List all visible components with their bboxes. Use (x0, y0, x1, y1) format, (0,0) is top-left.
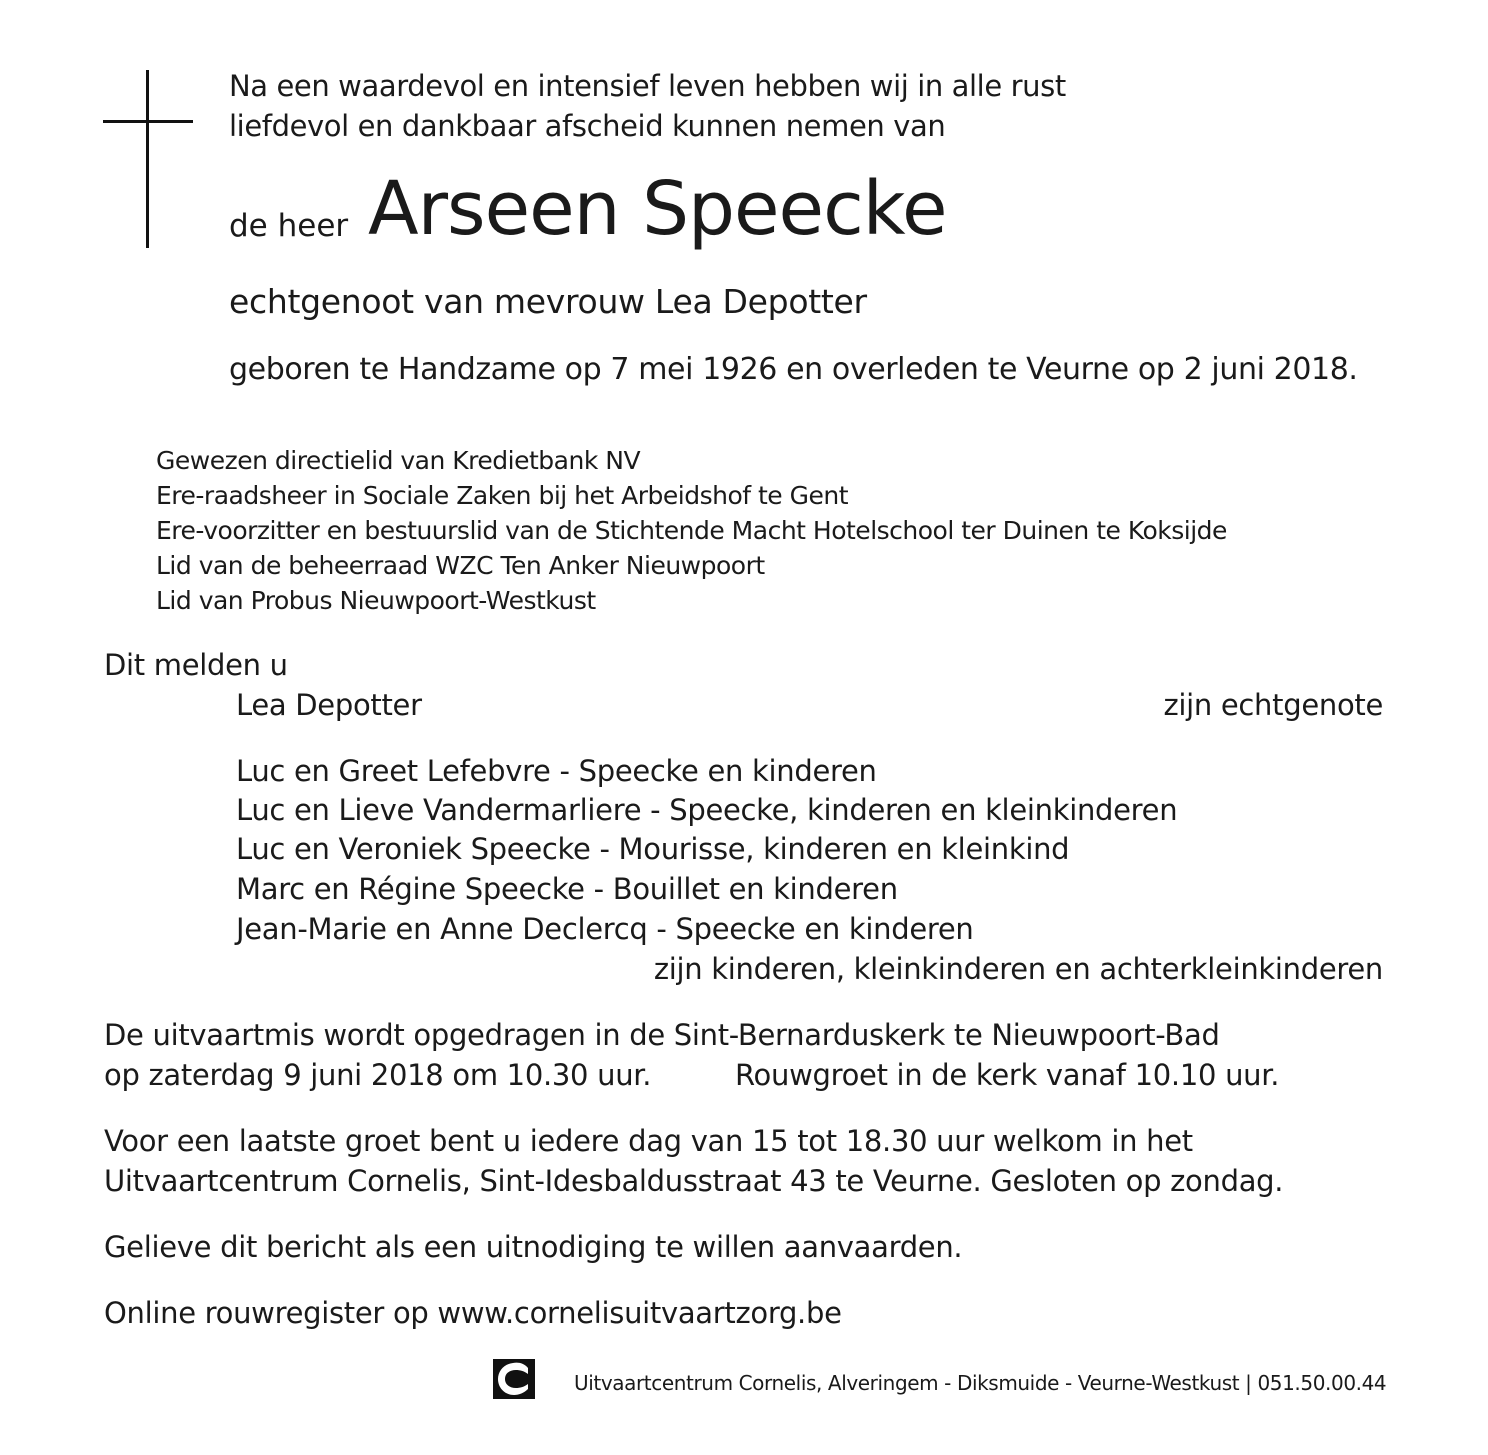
spouse-name: Lea Depotter (236, 688, 422, 722)
invitation-text: Gelieve dit bericht als een uitnodiging te willen aanvaarden. (104, 1230, 963, 1264)
ceremony-greeting: Rouwgroet in de kerk vanaf 10.10 uur. (735, 1058, 1280, 1092)
visitation-line-1: Voor een laatste groet bent u iedere dag van 15 tot 18.30 uur welkom in het (104, 1124, 1193, 1158)
child-family: Luc en Lieve Vandermarliere - Speecke, kinderen en kleinkinderen (236, 793, 1178, 827)
footer-text: Uitvaartcentrum Cornelis, Alveringem - Diksmuide - Veurne-Westkust | 051.50.00.44 (574, 1371, 1387, 1395)
intro-line-1: Na een waardevol en intensief leven hebben wij in alle rust (229, 69, 1066, 103)
deceased-name: Arseen Speecke (368, 166, 947, 252)
birth-death-line: geboren te Handzame op 7 mei 1926 en overleden te Veurne op 2 juni 2018. (229, 352, 1358, 387)
announcers-heading: Dit melden u (104, 648, 288, 682)
ceremony-line-1: De uitvaartmis wordt opgedragen in de Sint-Bernarduskerk te Nieuwpoort-Bad (104, 1018, 1220, 1052)
intro-line-2: liefdevol en dankbaar afscheid kunnen nemen van (229, 109, 946, 143)
spouse-line: echtgenoot van mevrouw Lea Depotter (229, 282, 867, 321)
cross-horizontal-bar (103, 120, 193, 123)
spouse-role: zijn echtgenote (1163, 688, 1383, 722)
cornelis-logo-icon (493, 1359, 535, 1399)
function-item: Ere-voorzitter en bestuurslid van de Stichtende Macht Hotelschool ter Duinen te Koksijde (156, 516, 1227, 545)
child-family: Luc en Veroniek Speecke - Mourisse, kinderen en kleinkind (236, 832, 1070, 866)
function-item: Gewezen directielid van Kredietbank NV (156, 446, 641, 475)
function-item: Lid van Probus Nieuwpoort-Westkust (156, 586, 596, 615)
function-item: Ere-raadsheer in Sociale Zaken bij het Arbeidshof te Gent (156, 481, 849, 510)
cross-vertical-bar (146, 70, 149, 248)
function-item: Lid van de beheerraad WZC Ten Anker Nieuwpoort (156, 551, 765, 580)
child-family: Marc en Régine Speecke - Bouillet en kinderen (236, 872, 898, 906)
visitation-line-2: Uitvaartcentrum Cornelis, Sint-Idesbaldusstraat 43 te Veurne. Gesloten op zondag. (104, 1164, 1284, 1198)
child-family: Jean-Marie en Anne Declercq - Speecke en kinderen (236, 912, 974, 946)
child-family: Luc en Greet Lefebvre - Speecke en kinderen (236, 754, 877, 788)
honorific: de heer (229, 208, 349, 244)
online-register: Online rouwregister op www.cornelisuitvaartzorg.be (104, 1296, 842, 1330)
children-role: zijn kinderen, kleinkinderen en achterkleinkinderen (653, 952, 1383, 986)
ceremony-line-2: op zaterdag 9 juni 2018 om 10.30 uur. (104, 1058, 652, 1092)
